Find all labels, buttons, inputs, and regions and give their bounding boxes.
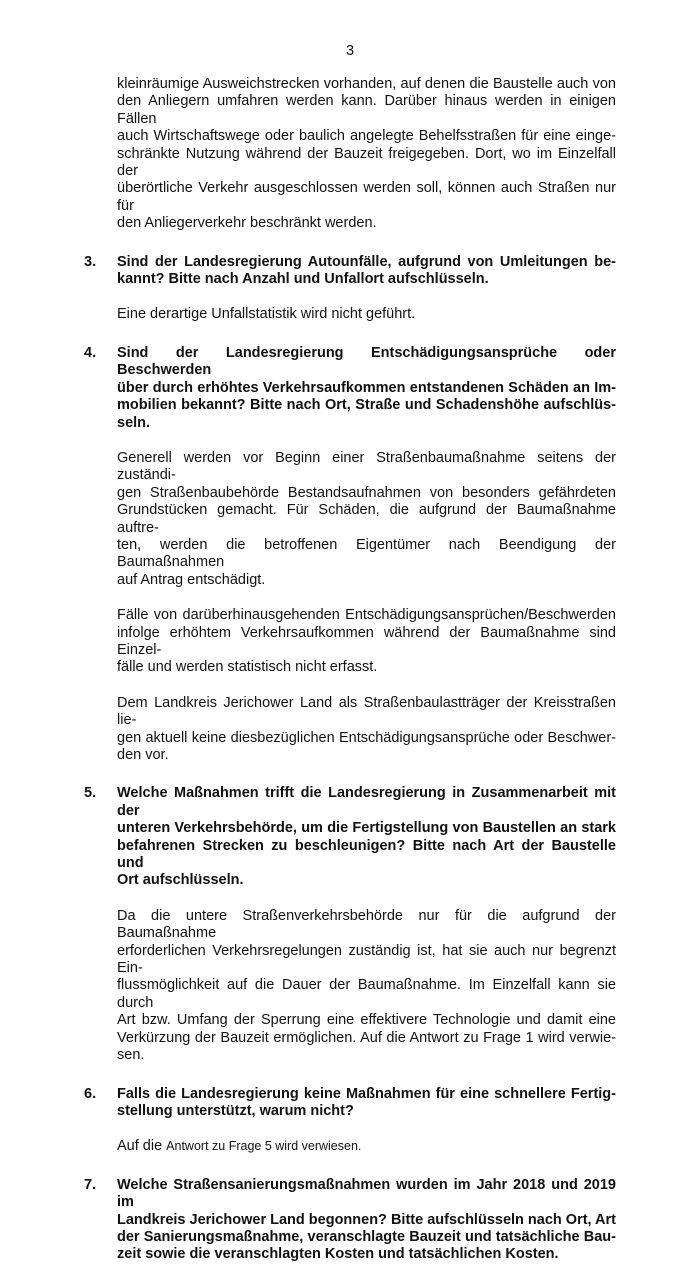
text-line: Art bzw. Umfang der Sperrung eine effektivere Technologie und damit eine [117,1012,616,1029]
question-number: 3. [84,253,97,270]
intro-paragraph [117,76,616,233]
question-4 [84,345,616,432]
question-line: Sind der Landesregierung Entschädigungsansprüche oder Beschwerden [117,344,616,379]
text-line: gen Straßenbaubehörde Bestandsaufnahmen von besonders gefährdeten [117,484,616,501]
question-line: seln. [117,414,151,431]
answer-4-paragraph-1 [117,450,616,589]
question-line: zeit sowie die veranschlagten Kosten und tatsächlichen Kosten. [117,1246,559,1263]
question-line: Landkreis Jerichower Land begonnen? Bitte aufschlüsseln nach Ort, Art [117,1211,617,1228]
text-line: auch Wirtschaftswege oder baulich angelegte Behelfsstraßen für eine einge- [117,128,616,145]
question-line: kannt? Bitte nach Anzahl und Unfallort aufschlüsseln. [117,271,489,288]
question-7 [84,1177,616,1264]
text-line: sen. [117,1047,145,1064]
page-number: 3 [345,43,355,59]
text-line: gen aktuell keine diesbezüglichen Entschädigungsansprüche oder Beschwer- [117,729,616,746]
question-line: unteren Verkehrsbehörde, um die Fertigstellung von Baustellen an stark [117,820,616,837]
text-line: Generell werden vor Beginn einer Straßenbaumaßnahme seitens der zuständi- [117,449,616,484]
question-line: befahrenen Strecken zu beschleunigen? Bitte nach Art der Baustelle und [117,837,616,872]
text-line: kleinräumige Ausweichstrecken vorhanden, auf denen die Baustelle auch von [117,76,616,92]
answer-3 [117,306,616,323]
question-number: 5. [84,785,97,802]
answer-5 [117,908,616,1065]
answer-6 [117,1138,616,1155]
text-line: Fälle von darüberhinausgehenden Entschädigungsansprüchen/Beschwerden [117,607,616,624]
text-line: Grundstücken gemacht. Für Schäden, die aufgrund der Baumaßnahme auftre- [117,502,616,536]
question-line: über durch erhöhtes Verkehrsaufkommen entstandenen Schäden an Im- [117,379,616,396]
text-line: schränkte Nutzung während der Bauzeit freigegeben. Dort, wo im Einzelfall der [117,145,616,180]
text-line: Dem Landkreis Jerichower Land als Straßenbaulastträger der Kreisstraßen lie- [117,694,616,729]
text-line: fälle und werden statistisch nicht erfasst. [117,659,378,676]
answer-4-paragraph-2 [117,607,616,677]
answer-reference: Antwort zu Frage 5 wird verwiesen. [166,1139,362,1154]
question-line: stellung unterstützt, warum nicht? [117,1102,354,1119]
text-line: infolge erhöhtem Verkehrsaufkommen während der Baumaßnahme sind Einzel- [117,624,616,658]
question-line: Welche Maßnahmen trifft die Landesregierung in Zusammenarbeit mit der [117,785,616,819]
text-line: erforderlichen Verkehrsregelungen zuständig ist, hat sie auch nur begrenzt Ein- [117,942,616,977]
text-line [117,1138,616,1155]
question-line: mobilien bekannt? Bitte nach Ort, Straße und Schadenshöhe aufschlüs- [117,397,616,414]
text-line: ten, werden die betroffenen Eigentümer nach Beendigung der Baumaßnahmen [117,536,616,571]
answer-prefix: Auf die [117,1138,167,1155]
text-line: den Anliegern umfahren werden kann. Darüber hinaus werden in einigen Fällen [117,93,616,127]
question-line: Ort aufschlüsseln. [117,872,244,889]
question-line: Sind der Landesregierung Autounfälle, aufgrund von Umleitungen be- [117,253,616,270]
text-line: flussmöglichkeit auf die Dauer der Baumaßnahme. Im Einzelfall kann sie durch [117,977,616,1011]
text-line: den Anliegerverkehr beschränkt werden. [117,215,377,232]
question-3 [84,254,616,289]
question-number: 4. [84,344,97,361]
question-number: 7. [84,1176,97,1193]
text-line: auf Antrag entschädigt. [117,571,266,588]
question-line: der Sanierungsmaßnahme, veranschlagte Bauzeit und tatsächliche Bau- [117,1228,616,1245]
question-5 [84,785,616,889]
text-line: Eine derartige Unfallstatistik wird nicht geführt. [117,306,416,323]
text-line: den vor. [117,747,169,763]
question-line: Welche Straßensanierungsmaßnahmen wurden im Jahr 2018 und 2019 im [117,1176,616,1211]
text-line: überörtliche Verkehr ausgeschlossen werden soll, können auch Straßen nur für [117,180,616,214]
text-line: Verkürzung der Bauzeit ermöglichen. Auf die Antwort zu Frage 1 wird verwie- [117,1029,616,1046]
question-line: Falls die Landesregierung keine Maßnahmen für eine schnellere Fertig- [117,1085,616,1102]
answer-4-paragraph-3 [117,695,616,765]
text-line: Da die untere Straßenverkehrsbehörde nur für die aufgrund der Baumaßnahme [117,907,616,942]
document-body [84,76,616,1264]
question-6 [84,1086,616,1121]
question-number: 6. [84,1085,97,1102]
